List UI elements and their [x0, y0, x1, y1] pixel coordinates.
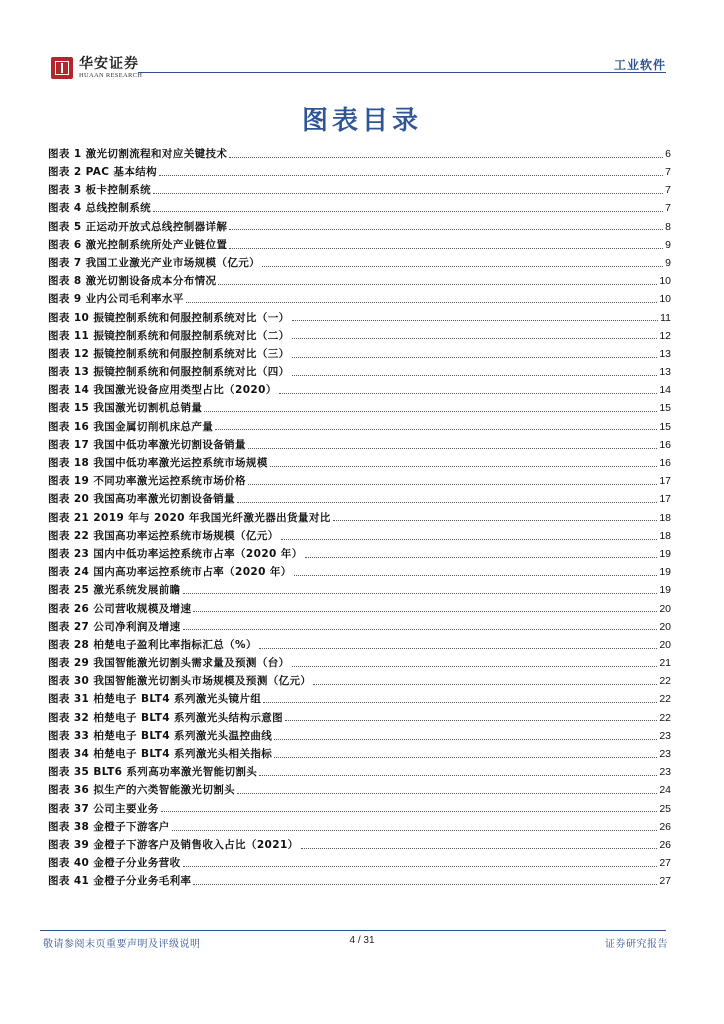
toc-entry-label[interactable]: 图表 41 金橙子分业务毛利率 [48, 875, 192, 888]
toc-dot-leader [237, 793, 657, 794]
toc-entry-page[interactable]: 26 [659, 838, 671, 851]
toc-entry-page[interactable]: 24 [659, 784, 671, 797]
toc-entry[interactable] [48, 345, 671, 363]
toc-entry-page[interactable]: 9 [665, 256, 671, 269]
toc-entry[interactable] [48, 854, 671, 872]
toc-dot-leader [279, 393, 658, 394]
toc-entry[interactable] [48, 454, 671, 472]
toc-entry-page[interactable]: 16 [659, 457, 671, 470]
toc-dot-leader [229, 248, 663, 249]
toc-dot-leader [229, 229, 663, 230]
toc-entry-page[interactable]: 27 [659, 857, 671, 870]
toc-dot-leader [333, 520, 658, 521]
toc-entry[interactable] [48, 654, 671, 672]
toc-dot-leader [237, 502, 657, 503]
toc-entry-page[interactable]: 15 [659, 420, 671, 433]
toc-entry-page[interactable]: 18 [659, 529, 671, 542]
toc-entry-label[interactable]: 图表 24 国内高功率运控系统市占率（2020 年） [48, 566, 292, 579]
toc-entry-label[interactable]: 图表 19 不同功率激光运控系统市场价格 [48, 475, 246, 488]
toc-dot-leader [305, 557, 658, 558]
toc-entry-page[interactable]: 9 [665, 238, 671, 251]
toc-entry[interactable] [48, 145, 671, 163]
toc-entry[interactable] [48, 745, 671, 763]
toc-entry-page[interactable]: 27 [659, 875, 671, 888]
toc-entry[interactable] [48, 691, 671, 709]
toc-dot-leader [153, 193, 663, 194]
toc-dot-leader [215, 429, 657, 430]
toc-entry-page[interactable]: 23 [659, 766, 671, 779]
toc-entry[interactable] [48, 509, 671, 527]
toc-entry[interactable] [48, 782, 671, 800]
toc-entry[interactable] [48, 436, 671, 454]
company-logo [51, 57, 142, 80]
toc-entry-label[interactable]: 图表 34 柏楚电子 BLT4 系列激光头相关指标 [48, 748, 273, 761]
toc-entry-page[interactable]: 22 [659, 693, 671, 706]
toc-entry-page[interactable]: 16 [659, 438, 671, 451]
toc-entry-label[interactable]: 图表 1 激光切割流程和对应关键技术 [48, 147, 228, 160]
table-of-figures [48, 145, 671, 891]
toc-entry-label[interactable]: 图表 15 我国激光切割机总销量 [48, 402, 203, 415]
toc-entry-label[interactable]: 图表 29 我国智能激光切割头需求量及预测（台） [48, 657, 290, 670]
toc-entry[interactable] [48, 200, 671, 218]
toc-entry-label[interactable]: 图表 31 柏楚电子 BLT4 系列激光头镜片组 [48, 693, 262, 706]
toc-dot-leader [313, 684, 657, 685]
toc-entry[interactable] [48, 709, 671, 727]
toc-entry-page[interactable]: 12 [659, 329, 671, 342]
toc-entry[interactable] [48, 309, 671, 327]
toc-entry-label[interactable]: 图表 25 激光系统发展前瞻 [48, 584, 181, 597]
toc-entry[interactable] [48, 563, 671, 581]
toc-entry-label[interactable]: 图表 20 我国高功率激光切割设备销量 [48, 493, 236, 506]
toc-entry[interactable] [48, 472, 671, 490]
toc-entry-page[interactable]: 22 [659, 675, 671, 688]
page-title: 图表目录 [301, 106, 422, 136]
toc-dot-leader [153, 211, 663, 212]
toc-entry-label[interactable]: 图表 32 柏楚电子 BLT4 系列激光头结构示意图 [48, 711, 284, 724]
toc-entry-page[interactable]: 19 [659, 584, 671, 597]
toc-entry-label[interactable]: 图表 22 我国高功率运控系统市场规模（亿元） [48, 529, 279, 542]
toc-entry[interactable] [48, 236, 671, 254]
toc-entry[interactable] [48, 600, 671, 618]
seal-icon [51, 57, 73, 79]
toc-entry-label[interactable]: 图表 28 柏楚电子盈利比率指标汇总（%） [48, 638, 257, 651]
footer-divider [40, 930, 666, 931]
toc-dot-leader [301, 848, 658, 849]
toc-entry[interactable] [48, 763, 671, 781]
toc-entry[interactable] [48, 672, 671, 690]
page-header [0, 0, 724, 80]
toc-entry[interactable] [48, 272, 671, 290]
toc-dot-leader [172, 830, 658, 831]
toc-entry-label[interactable]: 图表 21 2019 年与 2020 年我国光纤激光器出货量对比 [48, 511, 331, 524]
toc-entry-page[interactable]: 7 [665, 184, 671, 197]
toc-entry-page[interactable]: 10 [659, 293, 671, 306]
toc-dot-leader [259, 648, 657, 649]
toc-entry-label[interactable]: 图表 39 金橙子下游客户及销售收入占比（2021） [48, 838, 299, 851]
toc-entry[interactable] [48, 818, 671, 836]
toc-entry-label[interactable]: 图表 14 我国激光设备应用类型占比（2020） [48, 384, 277, 397]
toc-entry-page[interactable]: 25 [659, 802, 671, 815]
toc-entry[interactable] [48, 363, 671, 381]
toc-entry-page[interactable]: 18 [659, 511, 671, 524]
toc-dot-leader [292, 357, 658, 358]
toc-entry[interactable] [48, 836, 671, 854]
toc-dot-leader [204, 411, 657, 412]
toc-dot-leader [292, 375, 658, 376]
toc-entry-page[interactable]: 23 [659, 729, 671, 742]
toc-dot-leader [263, 702, 657, 703]
toc-dot-leader [183, 593, 658, 594]
toc-dot-leader [292, 666, 658, 667]
toc-entry[interactable] [48, 873, 671, 891]
toc-entry-label[interactable]: 图表 35 BLT6 系列高功率激光智能切割头 [48, 766, 258, 779]
footer-disclaimer: 敬请参阅末页重要声明及评级说明 [43, 939, 201, 950]
toc-entry-page[interactable]: 17 [659, 475, 671, 488]
toc-dot-leader [292, 338, 658, 339]
toc-entry-label[interactable]: 图表 17 我国中低功率激光切割设备销量 [48, 438, 246, 451]
toc-dot-leader [159, 175, 663, 176]
toc-dot-leader [281, 539, 658, 540]
toc-entry-label[interactable]: 图表 37 公司主要业务 [48, 802, 159, 815]
toc-entry-page[interactable]: 19 [659, 566, 671, 579]
toc-entry-label[interactable]: 图表 23 国内中低功率运控系统市占率（2020 年） [48, 547, 303, 560]
toc-entry-label[interactable]: 图表 9 业内公司毛利率水平 [48, 293, 184, 306]
toc-dot-leader [294, 575, 658, 576]
toc-entry[interactable] [48, 618, 671, 636]
toc-dot-leader [186, 302, 658, 303]
toc-dot-leader [274, 739, 657, 740]
toc-dot-leader [274, 757, 657, 758]
toc-entry-label[interactable]: 图表 13 振镜控制系统和伺服控制系统对比（四） [48, 366, 290, 379]
toc-entry[interactable] [48, 327, 671, 345]
toc-entry-label[interactable]: 图表 38 金橙子下游客户 [48, 820, 170, 833]
toc-entry-page[interactable]: 11 [660, 311, 671, 324]
toc-entry[interactable] [48, 545, 671, 563]
toc-dot-leader [285, 720, 657, 721]
toc-entry[interactable] [48, 181, 671, 199]
toc-entry-page[interactable]: 20 [659, 638, 671, 651]
toc-entry-page[interactable]: 13 [659, 366, 671, 379]
toc-entry[interactable] [48, 491, 671, 509]
toc-entry-page[interactable]: 21 [659, 657, 671, 670]
toc-entry-page[interactable]: 20 [659, 602, 671, 615]
toc-entry-label[interactable]: 图表 16 我国金属切削机床总产量 [48, 420, 214, 433]
toc-dot-leader [229, 157, 663, 158]
toc-entry-label[interactable]: 图表 36 拟生产的六类智能激光切割头 [48, 784, 236, 797]
toc-entry-label[interactable]: 图表 33 柏楚电子 BLT4 系列激光头温控曲线 [48, 729, 273, 742]
toc-entry-page[interactable]: 26 [659, 820, 671, 833]
toc-entry-page[interactable]: 14 [659, 384, 671, 397]
toc-entry[interactable] [48, 291, 671, 309]
toc-entry-label[interactable]: 图表 5 正运动开放式总线控制器详解 [48, 220, 228, 233]
report-type: 证券研究报告 [605, 939, 668, 950]
header-divider [138, 72, 666, 73]
toc-entry-label[interactable]: 图表 27 公司净利润及增速 [48, 620, 181, 633]
toc-entry-page[interactable]: 20 [659, 620, 671, 633]
toc-entry-page[interactable]: 6 [665, 147, 671, 160]
toc-entry-label[interactable]: 图表 11 振镜控制系统和伺服控制系统对比（二） [48, 329, 290, 342]
toc-entry-label[interactable]: 图表 8 激光切割设备成本分布情况 [48, 275, 217, 288]
toc-entry[interactable] [48, 582, 671, 600]
toc-dot-leader [193, 884, 657, 885]
toc-entry-page[interactable]: 8 [665, 220, 671, 233]
toc-entry[interactable] [48, 381, 671, 399]
toc-entry-label[interactable]: 图表 26 公司营收规模及增速 [48, 602, 192, 615]
toc-entry[interactable] [48, 400, 671, 418]
toc-entry-page[interactable]: 7 [665, 202, 671, 215]
toc-entry-label[interactable]: 图表 6 激光控制系统所处产业链位置 [48, 238, 228, 251]
toc-dot-leader [259, 775, 657, 776]
toc-entry-label[interactable]: 图表 18 我国中低功率激光运控系统市场规模 [48, 457, 268, 470]
toc-dot-leader [183, 629, 658, 630]
toc-entry-label[interactable]: 图表 30 我国智能激光切割头市场规模及预测（亿元） [48, 675, 312, 688]
toc-entry-label[interactable]: 图表 7 我国工业激光产业市场规模（亿元） [48, 256, 261, 269]
toc-entry[interactable] [48, 418, 671, 436]
toc-entry-label[interactable]: 图表 40 金橙子分业务营收 [48, 857, 181, 870]
toc-entry-page[interactable]: 17 [659, 493, 671, 506]
toc-dot-leader [248, 448, 657, 449]
toc-entry[interactable] [48, 254, 671, 272]
toc-dot-leader [292, 320, 659, 321]
toc-entry[interactable] [48, 800, 671, 818]
toc-dot-leader [183, 866, 658, 867]
section-tag: 工业软件 [613, 58, 666, 72]
toc-entry-page[interactable]: 7 [665, 166, 671, 179]
toc-dot-leader [262, 266, 663, 267]
toc-entry-page[interactable]: 15 [659, 402, 671, 415]
toc-entry-page[interactable]: 19 [659, 547, 671, 560]
toc-entry-page[interactable]: 23 [659, 748, 671, 761]
toc-entry[interactable] [48, 527, 671, 545]
toc-entry[interactable] [48, 218, 671, 236]
toc-entry-page[interactable]: 22 [659, 711, 671, 724]
logo-chinese-name: 华安证券 [79, 56, 139, 72]
toc-dot-leader [193, 611, 657, 612]
toc-entry-label[interactable]: 图表 12 振镜控制系统和伺服控制系统对比（三） [48, 347, 290, 360]
toc-dot-leader [161, 811, 658, 812]
toc-entry-label[interactable]: 图表 3 板卡控制系统 [48, 184, 152, 197]
toc-entry-label[interactable]: 图表 4 总线控制系统 [48, 202, 152, 215]
toc-dot-leader [270, 466, 658, 467]
logo-english-name: HUAAN RESEARCH [79, 72, 143, 79]
toc-dot-leader [248, 484, 657, 485]
toc-entry-label[interactable]: 图表 10 振镜控制系统和伺服控制系统对比（一） [48, 311, 290, 324]
toc-entry-page[interactable]: 10 [659, 275, 671, 288]
toc-dot-leader [218, 284, 657, 285]
toc-entry[interactable] [48, 636, 671, 654]
toc-entry-label[interactable]: 图表 2 PAC 基本结构 [48, 166, 158, 179]
toc-entry-page[interactable]: 13 [659, 347, 671, 360]
page-number: 4 / 31 [349, 935, 375, 946]
toc-entry[interactable] [48, 727, 671, 745]
toc-entry[interactable] [48, 163, 671, 181]
